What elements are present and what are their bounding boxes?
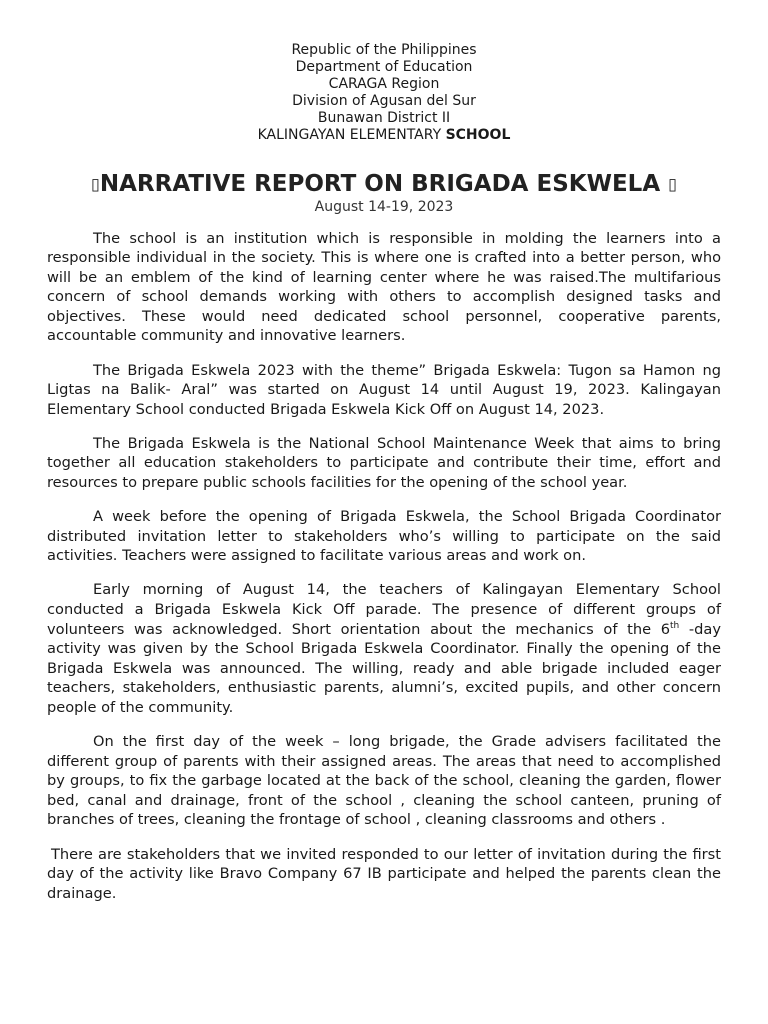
report-title-text: NARRATIVE REPORT ON BRIGADA ESKWELA <box>99 171 669 197</box>
paragraph-4: A week before the opening of Brigada Eskwela, the School Brigada Coordinator distributed invitation letter to stakeholders who’s willing to participate on the said activities. Teachers were assigned to facilitate various areas and work on. <box>47 508 721 565</box>
header-region: CARAGA Region <box>328 76 440 92</box>
paragraph-3: The Brigada Eskwela is the National School Maintenance Week that aims to bring together all education stakeholders to participate and contribute their time, effort and resources to prepare public schools facilities for the opening of the school year. <box>47 434 721 492</box>
paragraph-7: There are stakeholders that we invited responded to our letter of invitation during the first day of the activity like Bravo Company 67 IB participate and helped the parents clean the drainage. <box>47 845 721 902</box>
missing-glyph-icon: ▯ <box>91 174 100 194</box>
missing-glyph-icon: ▯ <box>668 174 677 194</box>
paragraph-1: The school is an institution which is responsible in molding the learners into a responsible individual in the society. This is where one is crafted into a better person, who will be an emblem of the kind of learning center where he was raised.The multifarious concern of school demands working with others to accomplish designed tasks and objectives. These would need dedicated school personnel, cooperative parents, accountable community and innovative learners. <box>47 229 721 345</box>
header-department: Department of Education <box>295 59 473 75</box>
letterhead <box>47 0 721 144</box>
report-date: August 14-19, 2023 <box>314 198 454 215</box>
header-school-name: KALINGAYAN ELEMENTARY <box>257 127 446 143</box>
report-title <box>47 170 721 199</box>
paragraph-5 <box>47 580 721 717</box>
ordinal-superscript: th <box>670 620 680 631</box>
paragraph-2: The Brigada Eskwela 2023 with the theme” Brigada Eskwela: Tugon sa Hamon ng Ligtas na Balik- Aral” was started on August 14 until August 19, 2023. Kalingayan Elementary School conducted Brigada Eskwela Kick Off on August 14, 2023. <box>47 361 721 418</box>
header-district: Bunawan District II <box>317 110 451 126</box>
header-division: Division of Agusan del Sur <box>292 93 476 109</box>
paragraph-5-part-b: -day activity was given by the School Brigada Eskwela Coordinator. Finally the opening of the Brigada Eskwela was announced. The willing, ready and able brigade included eager teachers, stakeholders, enthusiastic parents, alumni’s, excited pupils, and other concern people of the community. <box>47 620 721 716</box>
paragraph-6: On the first day of the week – long brigade, the Grade advisers facilitated the different group of parents with their assigned areas. The areas that need to accomplished by groups, to fix the garbage located at the back of the school, cleaning the garden, flower bed, canal and drainage, front of the school , cleaning the school canteen, pruning of branches of trees, cleaning the frontage of school , cleaning classrooms and others . <box>47 733 721 829</box>
header-republic: Republic of the Philippines <box>291 42 477 58</box>
header-school <box>47 127 721 144</box>
header-school-bold: SCHOOL <box>445 127 511 143</box>
report-body <box>47 229 721 904</box>
paragraph-5-part-a: Early morning of August 14, the teachers of Kalingayan Elementary School conducted a Brigada Eskwela Kick Off parade. The presence of different groups of volunteers was acknowledged. Short orientation about the mechanics of the 6 <box>47 581 721 638</box>
